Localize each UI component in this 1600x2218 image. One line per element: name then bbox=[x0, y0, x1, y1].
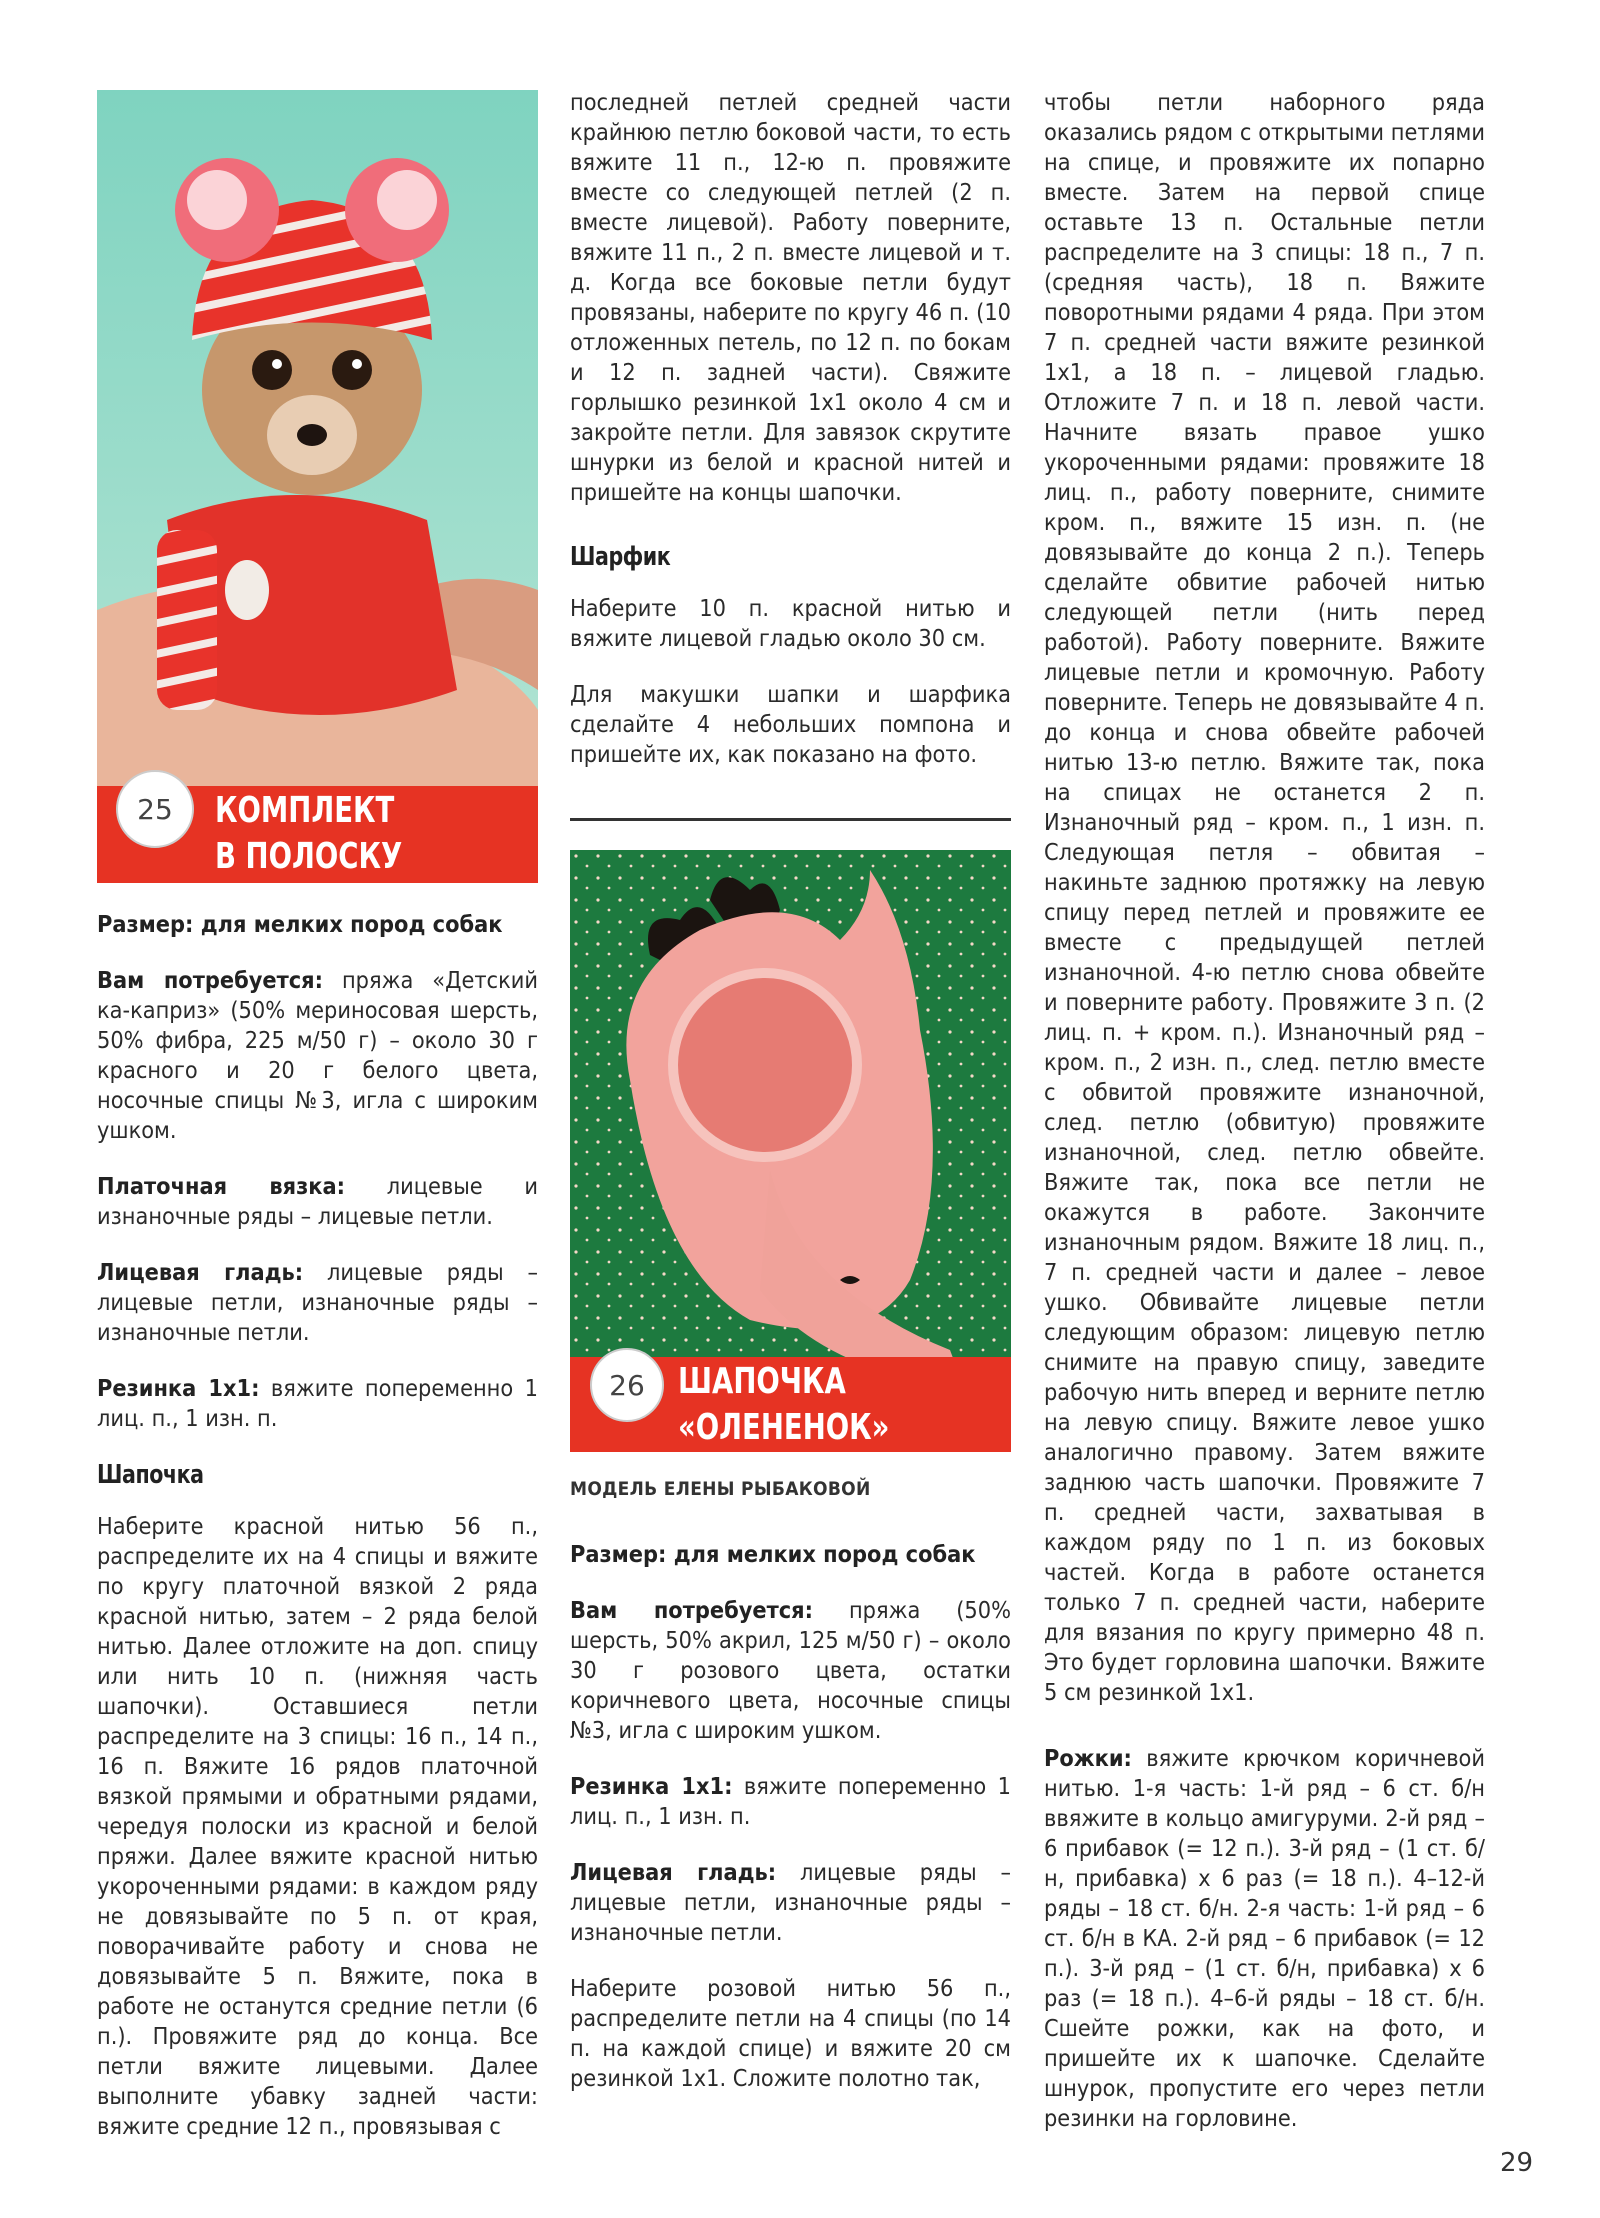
p25-needs: Вам потребуется: пряжа «Детский ка-каприз» (50% мериносовая шерсть, 50% фибра, 225 м/50 г) – около 30 г красного и 20 г белого цвета, носочные спицы №3, игла с широким ушком. bbox=[97, 967, 538, 1144]
project-25-number: 25 bbox=[137, 792, 173, 826]
p26-horns: Рожки: вяжите крючком коричневой нитью. 1-я часть: 1-й ряд – 6 ст. б/н ввяжите в кольцо амигуруми. 2-й ряд – 6 прибавок (= 12 п.). 3-й ряд – (1 ст. б/н, прибавка) х 6 раз (= 18 п.). 4–12-й ряды – 18 ст. б/н. 2-я часть: 1-й ряд – 6 ст. б/н в КА. 2-й ряд – 6 прибавок (= 12 п.). 3-й ряд – (1 ст. б/н, прибавка) х 6 раз (= 18 п.). 4–6-й ряды – 18 ст. б/н. Сшейте рожки, как на фото, и пришейте их к шапочке. Сделайте шнурок, пропустите его через петли резинки на горловине. bbox=[1044, 1745, 1485, 2132]
deer-text-part1: Наберите розовой нитью 56 п., распределите петли на 4 спицы (по 14 п. на каждой спице) и вяжите 20 см резинкой 1х1. Сложите полотно так, bbox=[570, 1975, 1011, 2092]
page-number: 29 bbox=[1500, 2148, 1534, 2178]
hat-text-part2: последней петлей средней части крайнюю петлю боковой части, то есть вяжите 11 п., 12-ю п. провяжите вместе со следующей петлей (2 п. вместе лицевой). Работу поверните, вяжите 11 п., 2 п. вместе лицевой и т. д. Когда все боковые петли будут провязаны, наберите по кругу 46 п. (10 отложенных петель, по 12 п. по бокам и 12 п. задней части). Свяжите горлышко резинкой 1х1 около 4 см и закройте петли. Для завязок скрутите шнурки из белой и красной нитей и пришейте на концы шапочки. bbox=[570, 89, 1011, 506]
column-3 bbox=[1044, 88, 1485, 2134]
p25-rib: Резинка 1х1: вяжите попеременно 1 лиц. п., 1 изн. п. bbox=[97, 1375, 538, 1432]
project-26-title-line1: ШАПОЧКА bbox=[678, 1361, 846, 1402]
hat-text-part1: Наберите красной нитью 56 п., распределите их на 4 спицы и вяжите по кругу платочной вязкой 2 ряда красной нитью, затем – 2 ряда белой нитью. Далее отложите на доп. спицу или нить 10 п. (нижняя часть шапочки). Оставшиеся петли распределите на 3 спицы: 16 п., 14 п., 16 п. Вяжите 16 рядов платочной вязкой прямыми и обратными рядами, чередуя полоски из красной и белой пряжи. Далее вяжите красной нитью укороченными рядами: в каждом ряду не довязывайте по 5 п. от края, поворачивайте работу и снова не довязывайте 5 п. Вяжите, пока в работе не останутся средние петли (6 п.). Провяжите ряд до конца. Все петли вяжите лицевыми. Далее выполните убавку задней части: вяжите средние 12 п., провязывая с bbox=[97, 1513, 538, 2140]
p25-size: Размер: для мелких пород собак bbox=[97, 911, 503, 938]
p26-stockinette: Лицевая гладь: лицевые ряды – лицевые петли, изнаночные ряды – изнаночные петли. bbox=[570, 1859, 1012, 1946]
dog-photo bbox=[97, 90, 538, 883]
chihuahua-in-striped-hat-image bbox=[97, 90, 538, 883]
project-26-number: 26 bbox=[609, 1368, 645, 1402]
project-25-number-badge bbox=[116, 770, 194, 848]
p26-needs: Вам потребуется: пряжа (50% шерсть, 50% акрил, 125 м/50 г) – около 30 г розового цвета, остатки коричневого цвета, носочные спицы №3, игла с широким ушком. bbox=[570, 1597, 1011, 1744]
project-25-title-line1: КОМПЛЕКТ bbox=[215, 790, 395, 831]
project-26-title-line2: «ОЛЕНЕНОК» bbox=[678, 1407, 890, 1448]
hat-heading: Шапочка bbox=[97, 1460, 204, 1490]
scarf-heading: Шарфик bbox=[570, 542, 671, 572]
scarf-text-1: Наберите 10 п. красной нитью и вяжите лицевой гладью около 30 см. bbox=[570, 595, 1011, 652]
model-credit: МОДЕЛЬ ЕЛЕНЫ РЫБАКОВОЙ bbox=[570, 1478, 871, 1500]
project-26-number-badge bbox=[590, 1348, 664, 1422]
deer-text-part2: чтобы петли наборного ряда оказались рядом с открытыми петлями на спице, и провяжите их попарно вместе. Затем на первой спице оставьте 13 п. Остальные петли распределите на 3 спицы: 18 п., 7 п. (средняя часть), 18 п. Вяжите поворотными рядами 4 ряда. При этом 7 п. средней части вяжите резинкой 1х1, а 18 п. – лицевой гладью. Отложите 7 п. и 18 п. левой части. Начните вязать правое ушко укороченными рядами: провяжите 18 лиц. п., работу поверните, снимите кром. п., вяжите 15 изн. п. (не довязывайте до конца 2 п.). Теперь сделайте обвитие рабочей нитью следующей петли (нить перед работой). Работу поверните. Вяжите лицевые петли и кромочную. Работу поверните. Теперь не довязывайте 4 п. до конца и снова обвейте рабочей нитью 13-ю петлю. Вяжите так, пока на спицах не останется 2 п. Изнаночный ряд – кром. п., 1 изн. п. Следующая петля – обвитая – накиньте заднюю протяжку на левую спицу перед петлей и провяжите ее вместе с предыдущей петлей изнаночной. 4-ю петлю снова обвейте и поверните работу. Провяжите 3 п. (2 лиц. п. + кром. п.). Изнаночный ряд – кром. п., 2 изн. п., след. петлю вместе с обвитой провяжите изнаночной, след. петлю (обвитую) провяжите изнаночной, след. петлю обвейте. Вяжите так, пока все петли не окажутся в работе. Закончите изнаночным рядом. Вяжите 18 лиц. п., 7 п. средней части и далее – левое ушко. Обвивайте лицевые петли следующим образом: лицевую петлю снимите на правую спицу, заведите рабочую нить вперед и верните петлю на левую спицу. Вяжите левое ушко аналогично правому. Затем вяжите заднюю часть шапочки. Провяжите 7 п. средней части, захватывая в каждом ряду по 1 п. из боковых частей. Когда в работе останется только 7 п. средней части, наберите для вязания по кругу примерно 48 п. Это будет горловина шапочки. Вяжите 5 см резинкой 1х1. bbox=[1044, 89, 1485, 1706]
column-2 bbox=[570, 88, 1011, 770]
column-2-lower bbox=[570, 1540, 1011, 2094]
scarf-text-2: Для макушки шапки и шарфика сделайте 4 небольших помпона и пришейте их, как показано на фото. bbox=[570, 681, 1011, 768]
project-25-title-line2: В ПОЛОСКУ bbox=[215, 836, 403, 877]
section-divider bbox=[570, 818, 1011, 821]
column-1 bbox=[97, 910, 538, 2144]
p26-rib: Резинка 1х1: вяжите попеременно 1 лиц. п., 1 изн. п. bbox=[570, 1773, 1011, 1830]
p25-garter: Платочная вязка: лицевые и изнаночные ряды – лицевые петли. bbox=[97, 1173, 538, 1230]
p25-stockinette: Лицевая гладь: лицевые ряды – лицевые петли, изнаночные ряды – изнаночные петли. bbox=[97, 1259, 539, 1346]
p26-size: Размер: для мелких пород собак bbox=[570, 1541, 976, 1568]
